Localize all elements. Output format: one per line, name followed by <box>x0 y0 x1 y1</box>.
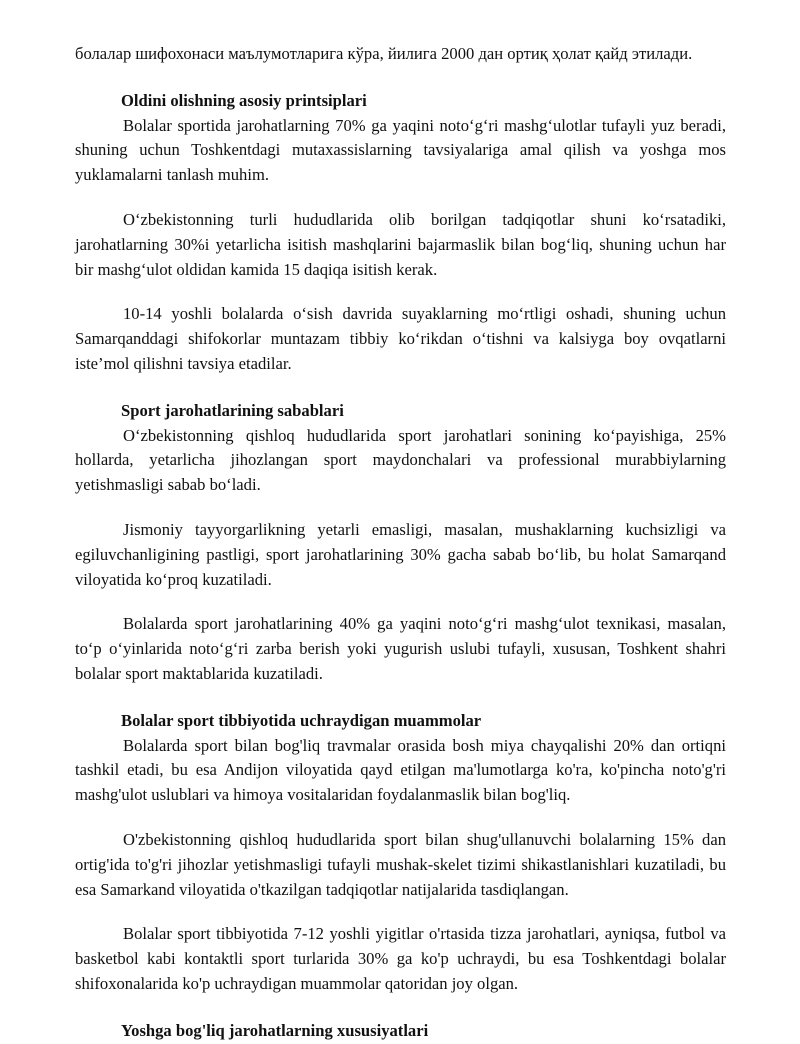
paragraph: Bolalar sportida jarohatlarning 70% ga yaqini noto‘g‘ri mashg‘ulotlar tufayli yuz beradi, shuning uchun Toshkentdagi mutaxassislarning tavsiyalariga amal qilish va yoshga mos yuklamalarni tanlash muhim. <box>75 115 726 185</box>
section-heading-age-features: Yoshga bog'liq jarohatlarning xususiyatlari <box>121 1020 429 1040</box>
paragraph: Jismoniy tayyorgarlikning yetarli emasligi, masalan, mushaklarning kuchsizligi va egiluvchanligining pastligi, sport jarohatlarining 30% gacha sabab bo‘lib, bu holat Samarqand viloyatida ko‘proq kuzatiladi. <box>75 519 726 589</box>
section-heading-prevention: Oldini olishning asosiy printsiplari <box>121 90 367 110</box>
paragraph: Bolalar sport tibbiyotida 7-12 yoshli yigitlar o'rtasida tizza jarohatlari, ayniqsa, futbol va basketbol kabi kontaktli sport turlarida 30% ga ko'p uchraydi, bu esa Toshkentdagi bolalar shifoxonalarida ko'p uchraydigan muammolar qatoridan joy olgan. <box>75 924 726 993</box>
paragraph: O‘zbekistonning qishloq hududlarida sport jarohatlari sonining ko‘payishiga, 25% hollarda, yetarlicha jihozlangan sport maydonchalari va professional murabbiylarning yetishmasligi sabab bo‘ladi. <box>75 425 726 495</box>
document-page <box>75 42 726 1044</box>
paragraph: Bolalarda sport jarohatlarining 40% ga yaqini noto‘g‘ri mashg‘ulot texnikasi, masalan, to‘p o‘yinlarida noto‘g‘ri zarba berish yoki yugurish uslubi tufayli, xususan, Toshkent shahri bolalar sport maktablarida kuzatiladi. <box>75 614 726 683</box>
paragraph: 10-14 yoshli bolalarda o‘sish davrida suyaklarning mo‘rtligi oshadi, shuning uchun Samarqanddagi shifokorlar muntazam tibbiy ko‘rikdan o‘tishni va kalsiyga boy ovqatlarni iste’mol qilishni tavsiya etadilar. <box>75 304 726 373</box>
paragraph: O‘zbekistonning turli hududlarida olib borilgan tadqiqotlar shuni ko‘rsatadiki, jarohatlarning 30%i yetarlicha isitish mashqlarini bajarmaslik bilan bog‘liq, shuning uchun har bir mashg‘ulot oldidan kamida 15 daqiqa isitish kerak. <box>75 209 726 279</box>
intro-paragraph: болалар шифохонаси маълумотларига кўра, йилига 2000 дан ортиқ ҳолат қайд этилади. <box>75 44 693 63</box>
section-heading-causes: Sport jarohatlarining sabablari <box>121 400 344 420</box>
paragraph: Bolalarda sport bilan bog'liq travmalar orasida bosh miya chayqalishi 20% dan ortiqni tashkil etadi, bu esa Andijon viloyatida qayd etilgan ma'lumotlarga ko'ra, ko'pincha noto'g'ri mashg'ulot uslublari va himoya vositalaridan foydalanmaslik bilan bog'liq. <box>75 735 726 805</box>
paragraph: O'zbekistonning qishloq hududlarida sport bilan shug'ullanuvchi bolalarning 15% dan ortig'ida to'g'ri jihozlar yetishmasligi tufayli mushak-skelet tizimi shikastlanishlari kuzatiladi, bu esa Samarkand viloyatida o'tkazilgan tadqiqotlar natijalarida tasdiqlangan. <box>75 829 726 899</box>
section-heading-problems: Bolalar sport tibbiyotida uchraydigan muammolar <box>121 710 482 730</box>
